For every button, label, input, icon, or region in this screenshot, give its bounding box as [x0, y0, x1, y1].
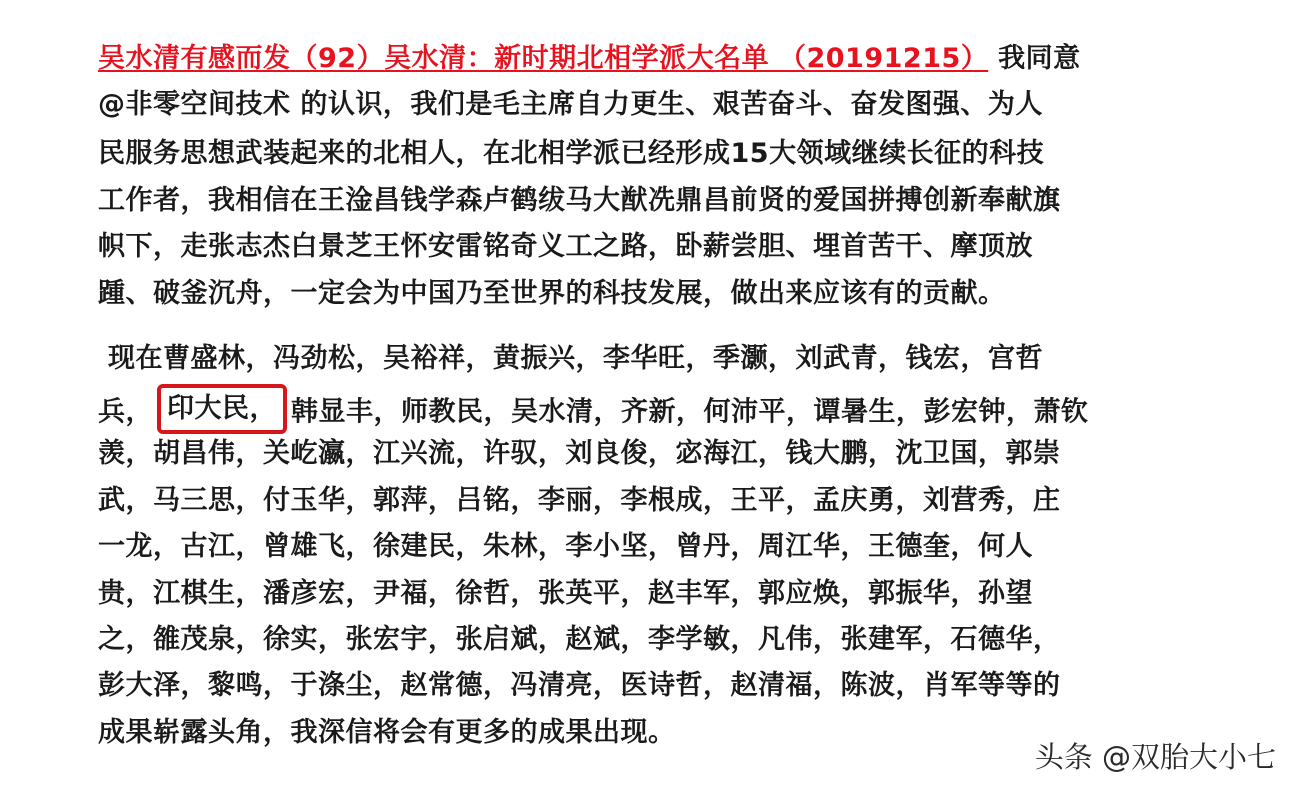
article-title-link[interactable]: 吴水清有感而发（92）吴水清：新时期北相学派大名单 （20191215）	[98, 43, 989, 74]
para1-line1	[98, 42, 1081, 76]
para2-line4: 武，马三思，付玉华，郭萍，吕铭，李丽，李根成，王平，孟庆勇，刘营秀，庄	[98, 485, 1061, 516]
para1-line5: 帜下，走张志杰白景芝王怀安雷铭奇义工之路，卧薪尝胆、埋首苦干、摩顶放	[98, 231, 1033, 262]
para1-line1-rest: 我同意	[988, 43, 1081, 74]
para2-line6: 贵，江棋生，潘彦宏，尹福，徐哲，张英平，赵丰军，郭应焕，郭振华，孙望	[98, 578, 1033, 609]
para2-line9: 成果崭露头角，我深信将会有更多的成果出现。	[98, 717, 676, 748]
para2-line2	[98, 392, 1089, 434]
para2-line1: 现在曹盛林，冯劲松，吴裕祥，黄振兴，李华旺，季灏，刘武青，钱宏，宫哲	[108, 343, 1043, 374]
para2-line2-after: 韩显丰，师教民，吴水清，齐新，何沛平，谭暑生，彭宏钟，萧钦	[291, 396, 1089, 428]
para2-line3: 羡，胡昌伟，关屹瀛，江兴流，许驭，刘良俊，宓海江，钱大鹏，沈卫国，郭崇	[98, 438, 1061, 469]
para2-line2-before: 兵，	[98, 396, 153, 428]
para1-line2: @非零空间技术 的认识，我们是毛主席自力更生、艰苦奋斗、奋发图强、为人	[98, 89, 1043, 120]
para1-line3: 民服务思想武装起来的北相人，在北相学派已经形成15大领域继续长征的科技	[98, 138, 1045, 169]
para2-line5: 一龙，古江，曾雄飞，徐建民，朱林，李小坚，曾丹，周江华，王德奎，何人	[98, 531, 1033, 562]
para2-line8: 彭大泽，黎鸣，于涤尘，赵常德，冯清亮，医诗哲，赵清福，陈波，肖军等等的	[98, 670, 1061, 701]
para1-line4: 工作者，我相信在王淦昌钱学森卢鹤绂马大猷冼鼎昌前贤的爱国拼搏创新奉献旗	[98, 185, 1061, 216]
watermark: 头条 @双胎大小七	[1034, 740, 1276, 774]
highlighted-name-box: 印大民，	[157, 384, 287, 434]
para2-line7: 之，雒茂泉，徐实，张宏宇，张启斌，赵斌，李学敏，凡伟，张建军，石德华，	[98, 624, 1061, 655]
para1-line6: 踵、破釜沉舟，一定会为中国乃至世界的科技发展，做出来应该有的贡献。	[98, 278, 1006, 309]
